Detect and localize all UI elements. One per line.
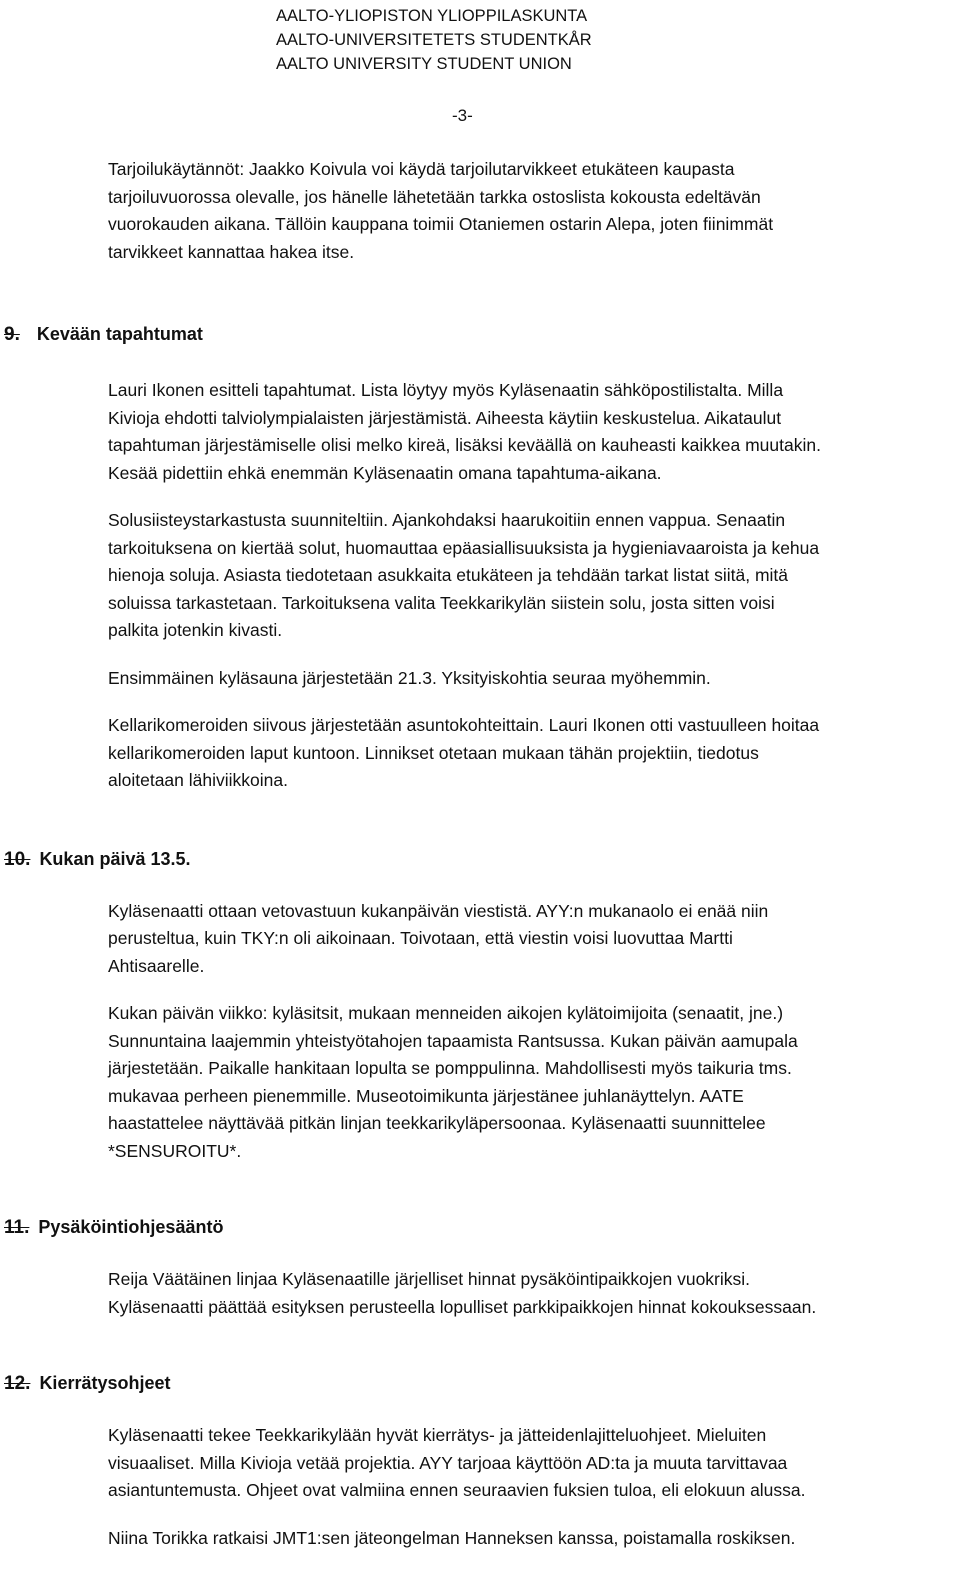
text-line: Kyläsenaatti tekee Teekkarikylään hyvät kierrätys- ja jätteidenlajitteluohjeet. Mieluiten: [108, 1425, 767, 1445]
text-line: tarkoituksena on kiertää solut, huomauttaa epäasiallisuuksista ja hygieniavaaroista ja kehua: [108, 537, 820, 558]
section-heading-10: [4, 845, 960, 874]
text-line: Solusiisteystarkastusta suunniteltiin. Ajankohdaksi haarukoitiin ennen vappua. Senaatin: [108, 510, 786, 530]
text-line: soluissa tarkastetaan. Tarkoituksena valita Teekkarikylän siistein solu, josta sitten voisi: [108, 592, 775, 613]
section-number: 9.: [4, 324, 20, 345]
text-line: Tarjoilukäytännöt: Jaakko Koivula voi käydä tarjoilutarvikkeet etukäteen kaupasta: [108, 159, 735, 179]
text-line: kellarikomeroiden laput kuntoon. Linnikset otetaan mukaan tähän projektiin, tiedotus: [108, 742, 759, 763]
paragraph: [108, 665, 960, 693]
text-line: palkita jotenkin kivasti.: [108, 620, 283, 640]
text-line: aloitetaan lähiviikkoina.: [108, 770, 288, 790]
text-line: Kyläsenaatti päättää esityksen perusteella lopulliset parkkipaikkojen hinnat kokouksessaan.: [108, 1296, 817, 1317]
section-title: Kierrätysohjeet: [39, 1373, 171, 1393]
paragraph: [108, 1266, 960, 1321]
paragraph: [108, 898, 960, 981]
text-line: tarjoiluvuorossa olevalle, jos hänelle lähetetään tarkka ostoslista kokousta edeltävän: [108, 186, 761, 207]
text-line: järjestetään. Paikalle hankitaan lopulta se pomppulinna. Mahdollisesti myös taikuria tms.: [108, 1058, 792, 1078]
text-line: mukavaa perheen pienemmille. Museotoimikunta järjestänee juhlanäyttelyn. AATE: [108, 1085, 744, 1106]
text-line: hienoja soluja. Asiasta tiedotetaan asukkaita etukäteen ja tehdään tarkat listat siitä, mitä: [108, 565, 789, 585]
section-title: Pysäköintiohjesääntö: [38, 1217, 224, 1237]
text-line: vuorokauden aikana. Tällöin kauppana toimii Otaniemen ostarin Alepa, joten fiinimmät: [108, 214, 774, 234]
text-line: asiantuntemusta. Ohjeet ovat valmiina ennen seuraavien fuksien tuloa, eli elokuun alussa.: [108, 1480, 806, 1500]
section-heading-11: [4, 1213, 960, 1242]
section-title: Kevään tapahtumat: [36, 324, 203, 344]
text-line: Ensimmäinen kyläsauna järjestetään 21.3. Yksityiskohtia seuraa myöhemmin.: [108, 667, 711, 688]
paragraph: [108, 1525, 960, 1553]
org-name-swedish: AALTO-UNIVERSITETETS STUDENTKÅR: [276, 31, 592, 49]
document-body: [4, 156, 960, 1572]
page-number: -3-: [452, 106, 473, 125]
section-number: 10.: [4, 848, 31, 870]
text-line: Kellarikomeroiden siivous järjestetään asuntokohteittain. Lauri Ikonen otti vastuulleen hoitaa: [108, 715, 820, 735]
text-line: Kukan päivän viikko: kyläsitsit, mukaan menneiden aikojen kylätoimijoita (senaatit, jne.): [108, 1003, 784, 1023]
text-line: visuaaliset. Milla Kivioja vetää projektia. AYY tarjoaa käyttöön AD:ta ja muuta tarvittavaa: [108, 1452, 788, 1473]
org-name-english: AALTO UNIVERSITY STUDENT UNION: [276, 55, 572, 73]
section-number: 11.: [4, 1217, 30, 1238]
paragraph: [108, 1422, 960, 1505]
org-name-finnish: AALTO-YLIOPISTON YLIOPPILASKUNTA: [276, 7, 588, 25]
text-line: *SENSUROITU*.: [108, 1140, 242, 1161]
text-line: tapahtuman järjestämiselle olisi melko kireä, lisäksi keväällä on kauheasti kaikkea muutakin.: [108, 435, 821, 455]
text-line: haastattelee näyttävää pitkän linjan teekkarikyläpersoonaa. Kyläsenaatti suunnittelee: [108, 1113, 766, 1133]
section-heading-9: [4, 320, 960, 349]
paragraph: [108, 1000, 960, 1165]
text-line: Kyläsenaatti ottaan vetovastuun kukanpäivän viestistä. AYY:n mukanaolo ei enää niin: [108, 900, 769, 921]
section-heading-12: [4, 1369, 960, 1398]
text-line: Ahtisaarelle.: [108, 955, 205, 976]
intro-paragraph: [108, 156, 960, 266]
paragraph: [108, 507, 960, 645]
section-number: 12.: [4, 1373, 31, 1394]
section-title: Kukan päivä 13.5.: [39, 848, 191, 869]
text-line: Sunnuntaina laajemmin yhteistyötahojen tapaamista Rantsussa. Kukan päivän aamupala: [108, 1030, 798, 1051]
text-line: tarvikkeet kannattaa hakea itse.: [108, 241, 355, 262]
text-line: Reija Väätäinen linjaa Kyläsenaatille järjelliset hinnat pysäköintipaikkojen vuokriksi.: [108, 1269, 751, 1289]
text-line: Lauri Ikonen esitteli tapahtumat. Lista löytyy myös Kyläsenaatin sähköpostilistalta. Milla: [108, 380, 784, 400]
paragraph: [108, 712, 960, 795]
text-line: Kivioja ehdotti talviolympialaisten järjestämistä. Aiheesta käytiin keskustelua. Aikataulut: [108, 407, 782, 428]
text-line: Kesää pidettiin ehkä enemmän Kyläsenaatin omana tapahtuma-aikana.: [108, 462, 662, 483]
text-line: Niina Torikka ratkaisi JMT1:sen jäteongelman Hanneksen kanssa, poistamalla roskiksen.: [108, 1527, 796, 1548]
text-line: perusteltua, kuin TKY:n oli aikoinaan. Toivotaan, että viestin voisi luovuttaa Martti: [108, 928, 733, 948]
organization-header: [0, 4, 888, 76]
paragraph: [108, 377, 960, 487]
